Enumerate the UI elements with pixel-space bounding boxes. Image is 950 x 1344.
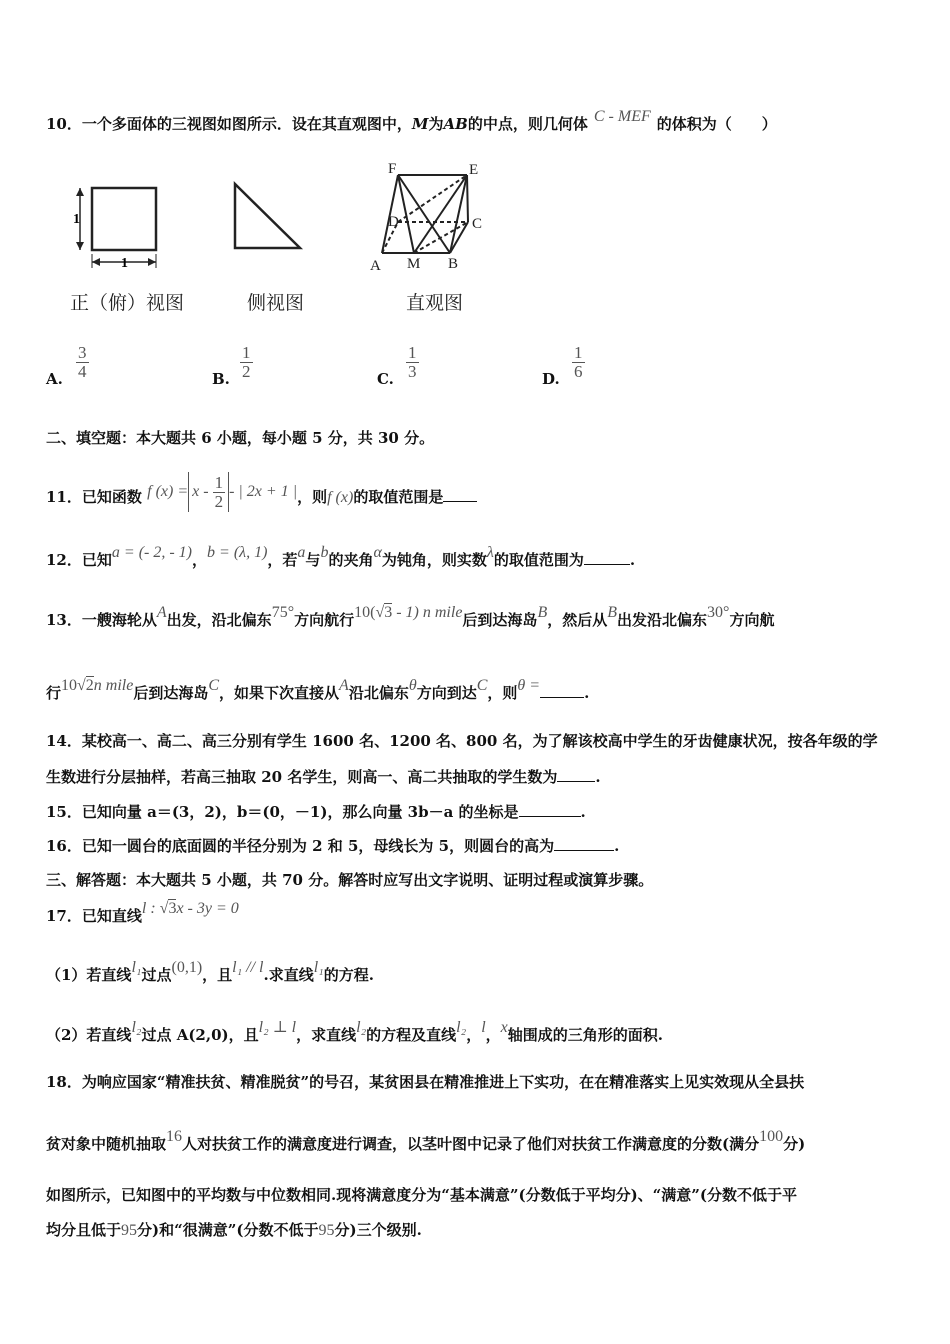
q13-text-j: ，如果下次直接从 (219, 684, 340, 702)
pt-d: D (388, 214, 399, 230)
q14-line-2 (46, 767, 601, 787)
q13-text-c: 方向航行 (294, 611, 355, 629)
q10-text-a: 一个多面体的三视图如图所示．设在其直观图中， (81, 115, 412, 133)
q12-comma: ， (192, 551, 208, 569)
option-d-denominator: 6 (574, 362, 583, 381)
q17-line (46, 900, 239, 927)
q17-l1: l₁ (131, 959, 142, 976)
q10-number: 10． (46, 115, 82, 133)
q12-text-b: ，若 (267, 551, 298, 569)
option-b-fraction[interactable] (240, 344, 253, 381)
side-view-triangle (235, 184, 300, 248)
q17-l2-b: l₂ (356, 1019, 367, 1036)
perspective-view-caption: 直观图 (406, 292, 464, 314)
q18-text-c: 分) (783, 1135, 806, 1153)
q13-number: 13． (46, 611, 82, 629)
q18-line-3: 如图所示，已知图中的平均数与中位数相同.现将满意度分为“基本满意”(分数低于平均分)、“满意”(分数不低于平 (46, 1186, 798, 1204)
q13-angle-30: 30° (707, 604, 730, 621)
q12-line (46, 544, 636, 571)
option-d-label[interactable]: D. (542, 370, 560, 388)
side-view-caption: 侧视图 (247, 292, 305, 314)
q10-three-view-figures (60, 160, 500, 280)
q15-period: . (580, 803, 586, 821)
option-d-fraction[interactable] (572, 344, 585, 381)
option-a-fraction[interactable] (76, 344, 89, 381)
q18-line-4 (46, 1220, 422, 1241)
q15-text: 15．已知向量 a＝(3，2)，b＝(0，－1)，那么向量 3b－a 的坐标是 (46, 803, 519, 821)
q18-text-e: 分)和“很满意”(分数不低于 (137, 1221, 319, 1239)
q18-text-a: 贫对象中随机抽取 (46, 1135, 167, 1153)
q11-function-lhs: f (x) = (147, 483, 189, 500)
option-b-denominator: 2 (242, 362, 251, 381)
q12-number: 12． (46, 551, 82, 569)
option-b-label[interactable]: B. (212, 370, 230, 388)
q12-b: b (320, 544, 329, 561)
q14-text: 生数进行分层抽样，若高三抽取 20 名学生，则高一、高二共抽取的学生数为 (46, 768, 558, 786)
q13-period: . (584, 684, 590, 702)
q11-absolute-term (188, 472, 229, 512)
q17-part-2 (46, 1019, 664, 1046)
q17-p1-text-e: 的方程. (323, 966, 374, 984)
front-view-height-label: 1 (73, 212, 80, 227)
q14-line-1: 14．某校高一、高二、高三分别有学生 1600 名、1200 名、800 名，为了解该校高中学生的牙齿健康状况，按各年级的学 (46, 732, 878, 750)
q17-parallel: l₁ // l (232, 959, 264, 976)
q18-text-b: 人对扶贫工作的满意度进行调查，以茎叶图中记录了他们对扶贫工作满意度的分数(满分 (182, 1135, 760, 1153)
option-c-denominator: 3 (408, 362, 417, 381)
q16-line (46, 836, 619, 856)
option-a-label[interactable]: A. (46, 370, 63, 388)
q17-p2-text-c: ，求直线 (296, 1026, 357, 1044)
q13-text-m: ，则 (487, 684, 518, 702)
section-2-heading: 二、填空题：本大题共 6 小题，每小题 5 分，共 30 分。 (46, 429, 435, 447)
q17-p2-text-b: 过点 A(2,0)，且 (141, 1026, 259, 1044)
option-d-numerator: 1 (574, 343, 583, 362)
q13-point-a-2: A (339, 677, 349, 694)
q18-num-100: 100 (759, 1128, 784, 1145)
q17-l2: l₂ (131, 1019, 142, 1036)
q14-period: . (595, 768, 601, 786)
q13-text-h: 行 (46, 684, 62, 702)
q17-l: l (481, 1019, 486, 1036)
q11-half-numerator: 1 (214, 472, 224, 492)
pt-c: C (472, 216, 483, 232)
pt-e: E (469, 162, 479, 178)
q12-text-e: 为钝角，则实数 (381, 551, 487, 569)
q13-distance-2-post: n mile (93, 677, 134, 694)
front-view-caption: 正（俯）视图 (70, 292, 185, 314)
q10-point-m: M (411, 115, 429, 133)
option-c-fraction[interactable] (406, 344, 419, 381)
q10-text-c: 的中点，则几何体 (467, 115, 588, 133)
q13-text-g: 方向航 (729, 611, 775, 629)
q10-solid-name: C - MEF (593, 108, 651, 125)
q17-sep-2: ， (485, 1026, 501, 1044)
q10-line (46, 108, 777, 135)
q13-distance-1: 10(√3 - 1) n mile (354, 604, 463, 621)
pt-f: F (388, 161, 397, 177)
q13-point-c-2: C (476, 677, 488, 694)
q12-lambda: λ (486, 544, 494, 561)
q14-answer-blank[interactable] (557, 767, 595, 782)
q12-text-d: 的夹角 (328, 551, 374, 569)
q17-l2-c: l₂ (456, 1019, 467, 1036)
q17-x: x (500, 1019, 508, 1036)
q13-text-a: 一艘海轮从 (81, 611, 157, 629)
q13-line-2 (46, 677, 590, 704)
q17-part-1 (46, 959, 374, 986)
q13-angle-75: 75° (271, 604, 295, 621)
q13-distance-2: 10√2n mile (61, 677, 134, 694)
q17-p1-text-a: （1）若直线 (46, 966, 132, 984)
q12-period: . (629, 551, 636, 569)
q17-text-a: 已知直线 (81, 907, 142, 925)
q18-num-16: 16 (166, 1128, 183, 1145)
q12-vector-a: a = (- 2, - 1) (111, 544, 192, 561)
q13-text-k: 沿北偏东 (348, 684, 409, 702)
q13-distance-1-post: - 1) n mile (396, 604, 463, 621)
q17-perpendicular: l₂ ⊥ l (258, 1019, 297, 1036)
section-3-heading: 三、解答题：本大题共 5 小题，共 70 分。解答时应写出文字说明、证明过程或演算步骤。 (46, 871, 654, 889)
q13-point-c: C (208, 677, 220, 694)
q13-text-d: 后到达海岛 (462, 611, 538, 629)
option-a-denominator: 4 (78, 362, 87, 381)
q13-text-i: 后到达海岛 (133, 684, 209, 702)
front-view-width-label: 1 (121, 256, 128, 271)
pt-b: B (448, 256, 459, 272)
q10-text-d: 的体积为（ ） (656, 115, 777, 133)
q12-text-c: 与 (305, 551, 321, 569)
q12-a: a (297, 544, 306, 561)
q17-number: 17． (46, 907, 82, 925)
q17-equation: l : √3x - 3y = 0 (141, 900, 239, 917)
q13-text-f: 出发沿北偏东 (617, 611, 708, 629)
q17-eq-root: 3 (168, 900, 177, 917)
q18-text-d: 均分且低于 (46, 1221, 122, 1239)
front-view-square (73, 188, 156, 271)
q17-p1-text-b: 过点 (141, 966, 172, 984)
q11-number: 11． (46, 488, 82, 506)
q17-eq-pre: l : (141, 900, 160, 917)
q15-line (46, 802, 586, 822)
q17-point-01: (0,1) (171, 959, 203, 976)
q16-period: . (614, 837, 620, 855)
q13-distance-1-pre: 10( (354, 604, 376, 621)
q11-fx: f (x) (327, 489, 354, 506)
q13-text-l: 方向到达 (416, 684, 477, 702)
q13-point-a: A (156, 604, 167, 621)
q13-text-e: ，然后从 (547, 611, 608, 629)
q11-text-a: 已知函数 (81, 488, 142, 506)
q17-p1-text-d: .求直线 (263, 966, 314, 984)
q17-p2-text-a: （2）若直线 (46, 1026, 132, 1044)
q13-distance-2-root: 2 (85, 677, 94, 694)
q13-point-b: B (537, 604, 548, 621)
q17-p2-text-d: 的方程及直线 (366, 1026, 457, 1044)
q10-text-b: 为 (428, 115, 444, 133)
q13-distance-1-root: 3 (384, 604, 393, 621)
q11-text-b: ，则 (297, 488, 328, 506)
q15-answer-blank[interactable] (519, 802, 581, 817)
q17-p2-text-e: 轴围成的三角形的面积. (507, 1026, 664, 1044)
q13-theta: θ (408, 677, 417, 694)
q11-abs-second: - | 2x + 1 | (229, 483, 298, 500)
q11-abs-inner: x - (192, 483, 209, 500)
q18-num-95-a: 95 (121, 1222, 138, 1239)
q11-text-c: 的取值范围是 (353, 488, 444, 506)
q18-text-f: 分)三个级别. (334, 1221, 422, 1239)
q13-theta-eq: θ = (517, 677, 541, 694)
option-c-numerator: 1 (408, 343, 417, 362)
q17-p1-text-c: ，且 (202, 966, 233, 984)
option-b-numerator: 1 (242, 343, 251, 362)
q11-half-denominator: 2 (214, 491, 224, 511)
q13-point-b-2: B (607, 604, 618, 621)
q16-text: 16．已知一圆台的底面圆的半径分别为 2 和 5，母线长为 5，则圆台的高为 (46, 837, 555, 855)
q13-line-1 (46, 604, 775, 631)
q17-eq-post: x - 3y = 0 (176, 900, 239, 917)
q13-distance-2-pre: 10 (61, 677, 78, 694)
pt-a: A (370, 258, 381, 274)
q11-answer-blank[interactable] (443, 487, 477, 502)
q11-line (46, 472, 477, 518)
q12-text-a: 已知 (81, 551, 112, 569)
q17-sep-1: ， (466, 1026, 482, 1044)
q18-line-2 (46, 1128, 806, 1155)
pt-m: M (407, 256, 421, 272)
q12-answer-blank[interactable] (584, 550, 630, 565)
option-c-label[interactable]: C. (377, 370, 394, 388)
q12-text-f: 的取值范围为 (493, 551, 584, 569)
q13-answer-blank[interactable] (540, 683, 584, 698)
q13-text-b: 出发，沿北偏东 (166, 611, 272, 629)
q18-line-1: 18．为响应国家“精准扶贫、精准脱贫”的号召，某贫困县在精准推进上下实功，在在精准落实上见实效现从全县扶 (46, 1073, 805, 1091)
option-a-numerator: 3 (78, 343, 87, 362)
q16-answer-blank[interactable] (554, 836, 614, 851)
q12-vector-b: b = (λ, 1) (207, 544, 268, 561)
q18-num-95-b: 95 (318, 1222, 335, 1239)
q10-segment-ab: AB (443, 115, 468, 133)
q17-l1-b: l₁ (313, 959, 324, 976)
q12-alpha: α (373, 544, 382, 561)
